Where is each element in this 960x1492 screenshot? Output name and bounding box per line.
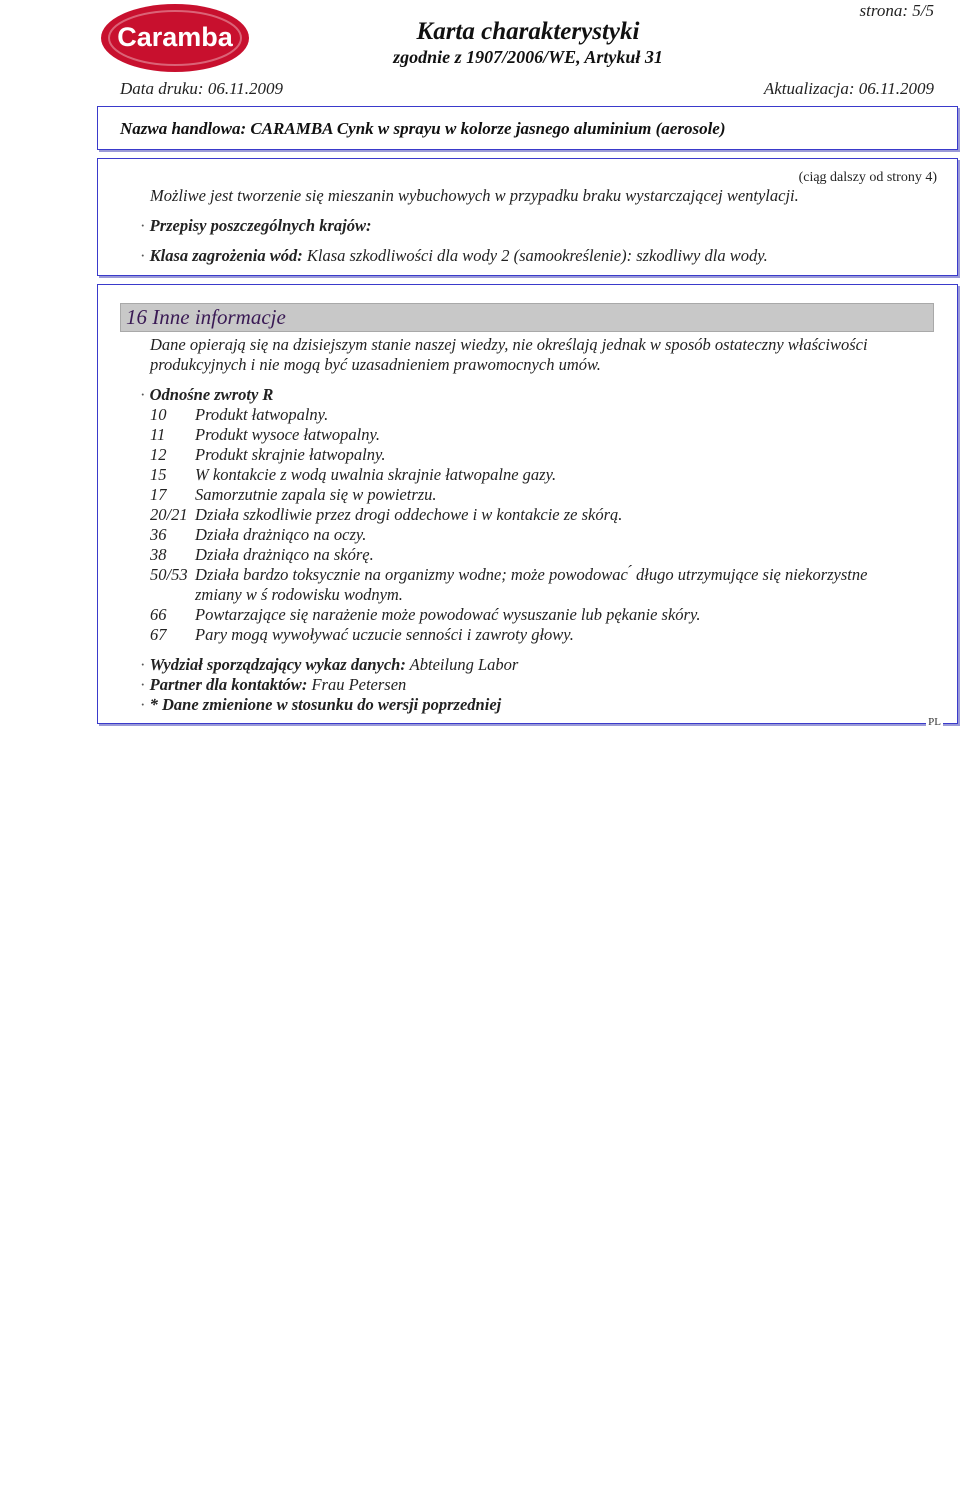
changes-label: * Dane zmienione w stosunku do wersji poprzedniej [149, 695, 502, 714]
national-regulations: · Przepisy poszczególnych krajów: [140, 216, 372, 235]
document-title: Karta charakterystyki [416, 18, 640, 45]
r-text: Działa bardzo toksycznie na organizmy wodne; może powodowac ́ długo utrzymujące się niekorzystne [195, 565, 868, 584]
water-hazard-class: · Klasa zagrożenia wód: Klasa szkodliwości dla wody 2 (samookreślenie): szkodliwy dla wody. [140, 246, 768, 265]
r-phrases-label: Odnośne zwroty R [149, 385, 274, 404]
r-phrases-heading: · Odnośne zwroty R [140, 385, 274, 404]
contact-line: · Partner dla kontaktów: Frau Petersen [140, 675, 407, 694]
language-code: PL [928, 716, 941, 728]
department-line: · Wydział sporządzający wykaz danych: Abteilung Labor [140, 655, 519, 674]
contact-value: Frau Petersen [311, 675, 407, 694]
r-code: 36 [150, 525, 167, 544]
water-hazard-label: Klasa zagrożenia wód: [149, 246, 303, 265]
caramba-logo [98, 2, 252, 74]
department-label: Wydział sporządzający wykaz danych: [149, 655, 406, 674]
water-hazard-value: Klasa szkodliwości dla wody 2 (samookreślenie): szkodliwy dla wody. [306, 246, 768, 265]
section-16-title: 16 Inne informacje [126, 305, 286, 329]
r-text: Działa drażniąco na skórę. [195, 545, 374, 564]
update-date: Aktualizacja: 06.11.2009 [763, 79, 934, 98]
contact-label: Partner dla kontaktów: [149, 675, 308, 694]
r-code: 66 [150, 605, 167, 624]
r-text: W kontakcie z wodą uwalnia skrajnie łatwopalne gazy. [195, 465, 557, 484]
logo-text: Caramba [117, 22, 233, 52]
r-text: Pary mogą wywoływać uczucie senności i zawroty głowy. [195, 625, 574, 644]
r-text: Produkt łatwopalny. [195, 405, 329, 424]
r-code: 10 [150, 405, 167, 424]
r-code: 20/21 [150, 505, 188, 524]
r-text: Produkt skrajnie łatwopalny. [195, 445, 386, 464]
intro-line-2: produkcyjnych i nie mogą być uzasadnieniem prawomocnych umów. [150, 355, 601, 374]
intro-line-1: Dane opierają się na dzisiejszym stanie naszej wiedzy, nie określają jednak w sposób ostateczny właściwości [150, 335, 868, 354]
regulatory-box [97, 158, 958, 276]
r-code: 67 [150, 625, 167, 644]
r-code: 17 [150, 485, 167, 504]
r-text: Działa szkodliwie przez drogi oddechowe i w kontakcie ze skórą. [195, 505, 623, 524]
continued-note: (ciąg dalszy od strony 4) [798, 170, 937, 185]
document-subtitle: zgodnie z 1907/2006/WE, Artykuł 31 [393, 47, 663, 67]
r-code: 50/53 [150, 565, 188, 584]
r-code: 15 [150, 465, 167, 484]
section-16-heading [120, 303, 934, 332]
national-regulations-label: Przepisy poszczególnych krajów: [149, 216, 372, 235]
r-text: zmiany w ś rodowisku wodnym. [195, 585, 403, 604]
r-code: 38 [150, 545, 167, 564]
page-number: strona: 5/5 [859, 1, 934, 20]
r-text: Produkt wysoce łatwopalny. [195, 425, 380, 444]
section-16-box [97, 284, 958, 724]
print-date: Data druku: 06.11.2009 [120, 79, 284, 98]
r-code: 11 [150, 425, 166, 444]
trade-name-box [97, 106, 958, 150]
r-phrases-list [150, 405, 940, 645]
r-text: Samorzutnie zapala się w powietrzu. [195, 485, 437, 504]
changes-line: · * Dane zmienione w stosunku do wersji poprzedniej [140, 695, 502, 714]
r-text: Powtarzające się narażenie może powodować wysuszanie lub pękanie skóry. [195, 605, 701, 624]
r-text: Działa drażniąco na oczy. [195, 525, 367, 544]
department-value: Abteilung Labor [409, 655, 519, 674]
r-code: 12 [150, 445, 167, 464]
trade-name: Nazwa handlowa: CARAMBA Cynk w sprayu w kolorze jasnego aluminium (aerosole) [120, 119, 726, 138]
explosive-note: Możliwe jest tworzenie się mieszanin wybuchowych w przypadku braku wystarczającej wentylacji. [150, 186, 799, 205]
